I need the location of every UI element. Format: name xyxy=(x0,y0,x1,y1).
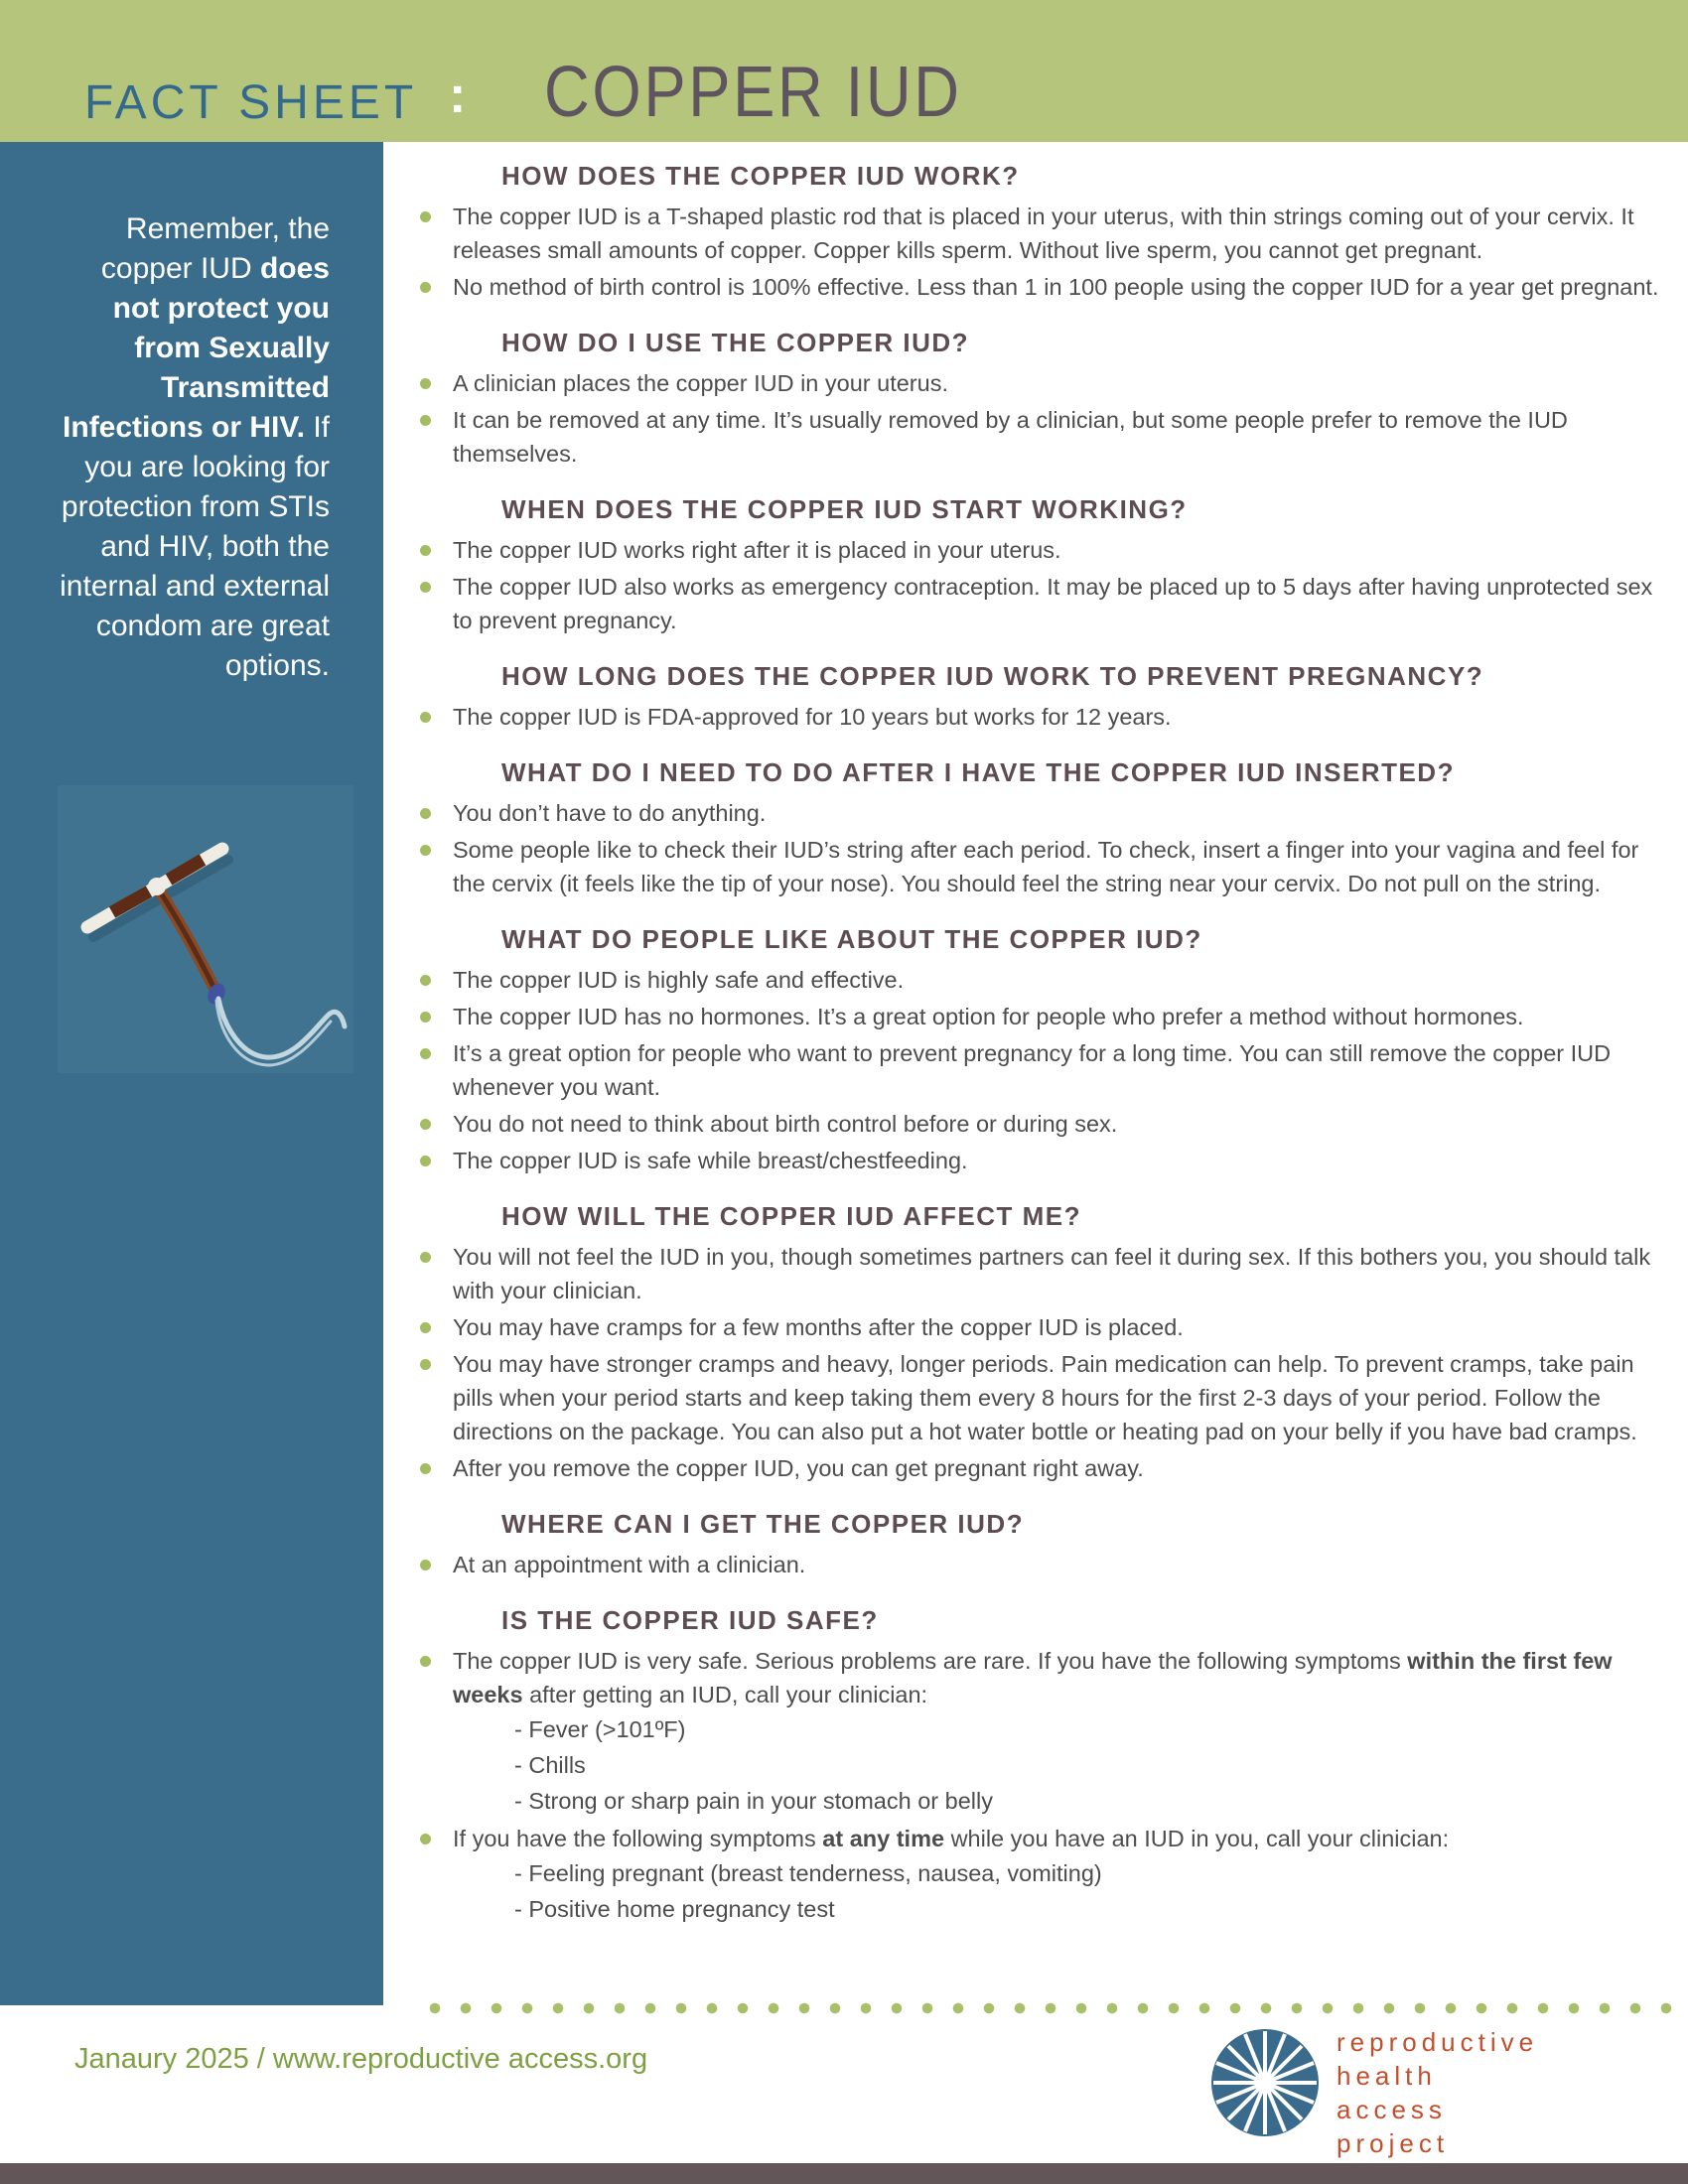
symptom-item: - Feeling pregnant (breast tenderness, nausea, vomiting) xyxy=(514,1860,1102,1886)
list-item xyxy=(417,200,1670,267)
list-item xyxy=(417,366,1670,400)
symptom-item: - Strong or sharp pain in your stomach or belly xyxy=(514,1788,993,1814)
section-heading: WHAT DO PEOPLE LIKE ABOUT THE COPPER IUD? xyxy=(501,924,1202,954)
section-heading: HOW WILL THE COPPER IUD AFFECT ME? xyxy=(501,1201,1081,1231)
list-item xyxy=(417,403,1670,471)
list-item xyxy=(417,963,1670,997)
list-item xyxy=(417,1548,1670,1581)
symptom-item: - Positive home pregnancy test xyxy=(514,1896,835,1922)
bullet-text: You may have cramps for a few months after the copper IUD is placed. xyxy=(453,1314,1184,1340)
copper-iud-photo xyxy=(58,785,353,1073)
bullet-list xyxy=(417,1548,1670,1581)
symptom-item: - Chills xyxy=(514,1752,586,1778)
org-logo-text xyxy=(1336,2025,1538,2160)
bullet-icon xyxy=(420,808,431,819)
bullet-icon xyxy=(420,1656,431,1667)
bullet-icon xyxy=(420,1012,431,1023)
section-after-insertion xyxy=(417,757,1670,900)
bullet-icon xyxy=(420,415,431,426)
bullet-icon xyxy=(420,1834,431,1844)
bullet-list xyxy=(417,700,1670,734)
bullet-text: A clinician places the copper IUD in your uterus. xyxy=(453,370,948,396)
list-item xyxy=(417,270,1670,304)
bullet-icon xyxy=(420,282,431,293)
bullet-text: Some people like to check their IUD’s string after each period. To check, insert a finger into your vagina and feel for the cervix (it feels like the tip of your nose). You should feel the string near your cervix. Do not pull on the string. xyxy=(453,837,1639,896)
bullet-text: After you remove the copper IUD, you can get pregnant right away. xyxy=(453,1455,1144,1481)
bullet-icon xyxy=(420,1252,431,1263)
bottom-band xyxy=(0,2163,1688,2184)
bullet-text: It can be removed at any time. It’s usually removed by a clinician, but some people prefer to remove the IUD themselves. xyxy=(453,407,1568,467)
list-item xyxy=(417,1822,1670,1927)
bullet-icon xyxy=(420,1359,431,1370)
section-how-long xyxy=(417,661,1670,734)
bullet-text: The copper IUD is very safe. Serious problems are rare. If you have the following symptoms within the first few weeks after getting an IUD, call your clinician: xyxy=(453,1648,1613,1707)
list-item xyxy=(417,1036,1670,1104)
bullet-text: At an appointment with a clinician. xyxy=(453,1552,806,1577)
bullet-icon xyxy=(420,1048,431,1059)
bullet-icon xyxy=(420,378,431,389)
dotted-divider xyxy=(429,2002,1688,2014)
bullet-icon xyxy=(420,845,431,856)
bullet-list xyxy=(417,533,1670,637)
bullet-icon xyxy=(420,211,431,222)
list-item xyxy=(417,570,1670,637)
section-how-to-use xyxy=(417,328,1670,471)
bullet-text: The copper IUD works right after it is placed in your uterus. xyxy=(453,537,1061,563)
bullet-text: The copper IUD also works as emergency contraception. It may be placed up to 5 days after having unprotected sex to prevent pregnancy. xyxy=(453,574,1653,633)
section-heading: WHAT DO I NEED TO DO AFTER I HAVE THE COPPER IUD INSERTED? xyxy=(501,757,1455,787)
logo-word: health xyxy=(1336,2061,1437,2091)
bullet-text: You do not need to think about birth control before or during sex. xyxy=(453,1111,1118,1137)
bullet-text: It’s a great option for people who want to prevent pregnancy for a long time. You can still remove the copper IUD whenever you want. xyxy=(453,1040,1612,1100)
bullet-list xyxy=(417,796,1670,900)
section-heading: HOW DOES THE COPPER IUD WORK? xyxy=(501,161,1020,191)
list-item xyxy=(417,1000,1670,1033)
logo-word: project xyxy=(1336,2128,1450,2158)
bullet-icon xyxy=(420,1560,431,1570)
sidebar xyxy=(0,142,383,2005)
starburst-logo-icon xyxy=(1209,2027,1321,2138)
section-where-to-get xyxy=(417,1509,1670,1581)
section-heading: WHERE CAN I GET THE COPPER IUD? xyxy=(501,1509,1025,1539)
bullet-text: The copper IUD is highly safe and effective. xyxy=(453,967,905,993)
org-logo xyxy=(1209,2025,1626,2158)
page-title: COPPER IUD xyxy=(544,53,962,132)
section-heading: WHEN DOES THE COPPER IUD START WORKING? xyxy=(501,494,1188,524)
list-item xyxy=(417,1240,1670,1307)
list-item xyxy=(417,833,1670,900)
header-colon: : xyxy=(449,67,467,124)
bullet-icon xyxy=(420,582,431,593)
bullet-icon xyxy=(420,975,431,986)
section-heading: HOW DO I USE THE COPPER IUD? xyxy=(501,328,970,357)
section-how-it-affects-me xyxy=(417,1201,1670,1485)
section-heading: IS THE COPPER IUD SAFE? xyxy=(501,1605,879,1635)
section-heading: HOW LONG DOES THE COPPER IUD WORK TO PREVENT PREGNANCY? xyxy=(501,661,1484,691)
list-item xyxy=(417,1107,1670,1141)
section-what-people-like xyxy=(417,924,1670,1177)
bullet-icon xyxy=(420,1463,431,1474)
symptom-item: - Fever (>101ºF) xyxy=(514,1716,686,1742)
section-how-it-works xyxy=(417,161,1670,304)
bullet-list xyxy=(417,366,1670,471)
bullet-icon xyxy=(420,1322,431,1333)
bullet-list xyxy=(417,200,1670,304)
list-item xyxy=(417,1347,1670,1448)
bullet-icon xyxy=(420,1119,431,1130)
main-content xyxy=(417,145,1670,1930)
header-band xyxy=(0,0,1688,142)
bullet-icon xyxy=(420,1156,431,1166)
logo-word: access xyxy=(1336,2095,1447,2124)
section-is-it-safe xyxy=(417,1605,1670,1927)
list-item xyxy=(417,796,1670,830)
sidebar-note: Remember, the copper IUD does not protect you from Sexually Transmitted Infections or HIV. If you are looking for protection from STIs and HIV, both the internal and external condom are great options. xyxy=(60,212,330,682)
bullet-text: If you have the following symptoms at any time while you have an IUD in you, call your clinician: xyxy=(453,1826,1450,1851)
bullet-text: You don’t have to do anything. xyxy=(453,800,767,826)
bullet-text: The copper IUD is a T-shaped plastic rod that is placed in your uterus, with thin strings coming out of your cervix. It releases small amounts of copper. Copper kills sperm. Without live sperm, you cannot get pregnant. xyxy=(453,204,1634,263)
bullet-list xyxy=(417,1644,1670,1927)
bullet-text: You will not feel the IUD in you, though sometimes partners can feel it during sex. If this bothers you, you should talk with your clinician. xyxy=(453,1244,1651,1303)
list-item xyxy=(417,700,1670,734)
bullet-text: You may have stronger cramps and heavy, longer periods. Pain medication can help. To prevent cramps, take pain pills when your period starts and keep taking them every 8 hours for the first 2-3 days of your period. Follow the directions on the package. You can also put a hot water bottle or heating pad on your belly if you have bad cramps. xyxy=(453,1351,1637,1444)
bullet-list xyxy=(417,1240,1670,1485)
list-item xyxy=(417,1451,1670,1485)
fact-sheet-kicker: FACT SHEET xyxy=(84,76,418,129)
list-item xyxy=(417,1644,1670,1819)
bullet-icon xyxy=(420,545,431,556)
bullet-list xyxy=(417,963,1670,1177)
section-when-it-starts xyxy=(417,494,1670,637)
list-item xyxy=(417,1144,1670,1177)
copper-iud-illustration xyxy=(58,785,353,1073)
bullet-text: No method of birth control is 100% effective. Less than 1 in 100 people using the copper IUD for a year get pregnant. xyxy=(453,274,1659,300)
bullet-text: The copper IUD has no hormones. It’s a great option for people who prefer a method without hormones. xyxy=(453,1004,1524,1029)
bullet-text: The copper IUD is FDA-approved for 10 years but works for 12 years. xyxy=(453,704,1172,730)
logo-word: reproductive xyxy=(1336,2027,1539,2057)
list-item xyxy=(417,533,1670,567)
footer-date-line: Janaury 2025 / www.reproductive access.org xyxy=(74,2043,648,2075)
bullet-icon xyxy=(420,712,431,723)
list-item xyxy=(417,1310,1670,1344)
bullet-text: The copper IUD is safe while breast/chestfeeding. xyxy=(453,1148,968,1173)
